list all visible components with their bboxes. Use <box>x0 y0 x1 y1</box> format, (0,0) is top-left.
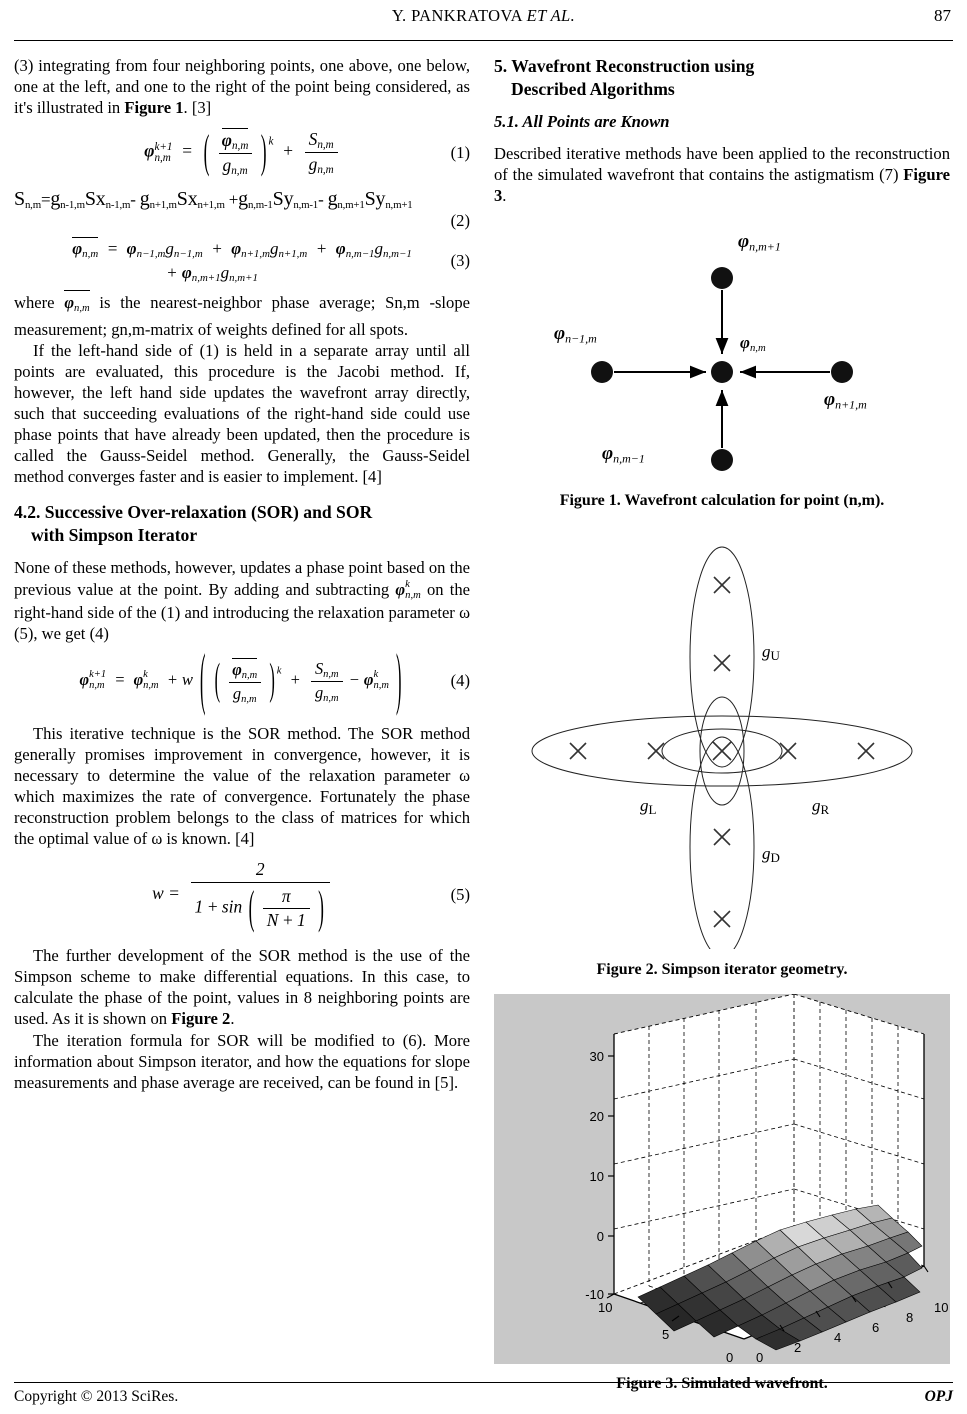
figure-1-label-right: φn+1,m <box>824 389 867 412</box>
phi-k-symbol: φ k n,m <box>395 578 421 601</box>
equation-3-line2: + $\varphi_{n,m+1}g_{n,m+1}$ <box>166 262 258 284</box>
running-head-etal: ET AL. <box>526 6 576 25</box>
heading-4-2-line1: 4.2. Successive Over-relaxation (SOR) and SOR <box>14 502 373 523</box>
paragraph-simpson-scheme-a: The further development of the SOR method is the use of the Simpson scheme to make differential equations. In this case, to calculate the phase of the point, values in 8 neighboring points are used. As it is shown on <box>14 946 470 1029</box>
equation-3 <box>14 237 470 284</box>
y-tick-10: 10 <box>598 1300 613 1316</box>
x-tick-8: 8 <box>906 1310 914 1326</box>
figure3-reference: Figure 3 <box>494 165 950 206</box>
y-tick-5: 5 <box>662 1327 670 1343</box>
z-tick-10: 10 <box>589 1169 604 1185</box>
equation-3-line1: $\varphi_{n,m} = \varphi_{n-1,m}g_{n-1,m} + \varphi_{n+1,m}g_{n+1,m} + \varphi_{n,m-1}g_{n,m-1}$ <box>72 238 412 260</box>
heading-5-line1: 5. Wavefront Reconstruction using <box>494 56 755 76</box>
ellipse-up <box>690 547 754 767</box>
figure-2-label-right: gR <box>812 796 830 818</box>
figure-1-label-bottom: φn,m−1 <box>602 443 645 466</box>
footer-journal: OPJ <box>924 1388 953 1405</box>
x-tick-10: 10 <box>934 1300 949 1316</box>
figure-2-label-left: gL <box>640 796 657 818</box>
where-prefix: where <box>14 292 65 312</box>
heading-4-2-line2: with Simpson Iterator <box>31 525 198 546</box>
figure-2-label-down: gD <box>762 844 780 866</box>
paragraph-jacobi-gauss-seidel: If the left-hand side of (1) is held in a separate array until all points are evaluated, this procedure is the Jacobi method. If, however, the left hand side updates the wavefront array directly, such that succeeding evaluations of the right-hand side could use phase points that have already been updated, then the procedure is called the Gauss-Seidel method. Generally, the Gauss-Seidel method converges faster and is easier to implement. [4] <box>14 340 470 487</box>
paragraph-sor-convergence: This iterative technique is the SOR method. The SOR method generally promises improvement in convergence, however, it is necessary to determine the value of the relaxation parameter ω which maximizes the rate of convergence. Fortunately the phase reconstruction problem belongs to the class of matrices for which the optimal value of ω is known. [4] <box>14 723 470 849</box>
running-head-title <box>14 6 953 26</box>
equation-5-expression: w = 2 1 + sin ( $\frac{\pi}{N + 1}$ ) <box>152 859 332 931</box>
figure-3-plot <box>494 994 950 1364</box>
figure-2-markers <box>570 577 874 927</box>
page-footer <box>14 1382 953 1406</box>
paragraph-applied-methods-a: Described iterative methods have been applied to the reconstruction of the simulated wavefront that contains the astigmatism (7) <box>494 144 950 185</box>
paragraph-applied-methods <box>494 143 950 206</box>
z-tick-20: 20 <box>589 1109 604 1125</box>
x-tick-4: 4 <box>834 1330 842 1346</box>
paragraph-simpson-scheme <box>14 945 470 1029</box>
x-tick-6: 6 <box>872 1320 880 1336</box>
footer-copyright: Copyright © 2013 SciRes. <box>14 1388 179 1405</box>
figure-3 <box>494 994 950 1394</box>
figure-3-surface-chart <box>494 994 950 1364</box>
equation-1-number: (1) <box>450 142 470 162</box>
left-column <box>14 55 470 1394</box>
z-tick-neg10: -10 <box>585 1287 604 1303</box>
page-number: 87 <box>934 6 951 25</box>
equation-4-number: (4) <box>450 671 470 691</box>
equation-2-expression: $S_{n,m}=g_{n-1,m}Sx_{n-1,m}-$ $g_{n+1,m}Sx_{n+1,m} +g_{n,m-1}Sy_{n,m-1}-$ $g_{n,m+1}Sy_{n,m+1}$ <box>14 187 413 211</box>
figure-2-labels <box>640 642 830 865</box>
equation-4 <box>14 637 470 718</box>
x-tick-2: 2 <box>794 1340 802 1356</box>
paragraph-sor-intro-b: on the right-hand side of the (1) and introducing the relaxation parameter ω (5), we get (4) <box>14 579 470 643</box>
figure1-reference: Figure 1 <box>124 98 184 118</box>
heading-5-1: 5.1. All Points are Known <box>494 112 670 131</box>
figure-1-labels <box>494 227 950 479</box>
figure2-reference: Figure 2 <box>171 1009 231 1029</box>
equation-3-number: (3) <box>450 250 470 270</box>
equation-2-number: (2) <box>450 210 470 230</box>
z-tick-30: 30 <box>589 1049 604 1065</box>
figure-1-label-center: φn,m <box>740 333 766 355</box>
y-tick-0: 0 <box>726 1350 734 1365</box>
paragraph-sor-intro <box>14 557 470 643</box>
figure-1-label-left: φn−1,m <box>554 323 597 346</box>
phi-bar-symbol: $\varphi_{n,m}$ <box>64 290 89 319</box>
equation-2 <box>14 188 470 231</box>
z-tick-0: 0 <box>596 1229 604 1245</box>
figure-2 <box>494 529 950 980</box>
where-suffix: is the nearest-neighbor phase average; Sn,m -slope measurement; gn,m-matrix of weights defined for all spots. <box>14 292 470 339</box>
running-head-authors: Y. PANKRATOVA <box>391 6 523 25</box>
figure-2-diagram <box>494 529 950 949</box>
x-tick-0: 0 <box>756 1350 764 1365</box>
paragraph-intro-tail: . [3] <box>183 98 212 118</box>
equation-5-number: (5) <box>450 885 470 905</box>
paragraph-simpson-scheme-tail: . <box>230 1009 235 1029</box>
figure-1 <box>494 224 950 511</box>
figure-2-caption: Figure 2. Simpson iterator geometry. <box>596 961 848 979</box>
figure-3-caption: Figure 3. Simulated wavefront. <box>616 1375 828 1393</box>
equation-5 <box>14 859 470 931</box>
paragraph-where <box>14 290 470 340</box>
ellipse-down <box>690 737 754 949</box>
z-axis-tick-labels <box>585 1049 604 1302</box>
right-column <box>494 55 950 1394</box>
equation-4-expression: φ k+1 n,m = φ k n,m + w ( ( $\frac{\varphi_{n,m}}{g_{n,m}}$ ) $^k$ + $\frac{S_{n,m}}{g_{n,m}}$ − φ k n,m ) <box>79 637 402 718</box>
equation-1 <box>14 123 470 178</box>
two-column-body <box>14 55 953 1394</box>
heading-5-line2: Described Algorithms <box>511 79 675 99</box>
paragraph-applied-methods-tail: . <box>502 186 507 206</box>
z-axis-ticks <box>608 1056 614 1294</box>
figure-1-caption: Figure 1. Wavefront calculation for point (n,m). <box>559 492 885 510</box>
figure-2-label-up: gU <box>762 642 780 664</box>
paragraph-iteration-formula: The iteration formula for SOR will be modified to (6). More information about Simpson iterator, and how the equations for slope measurements and phase average are received, can be found in [5]. <box>14 1030 470 1092</box>
figure-1-label-top: φn,m+1 <box>738 231 781 254</box>
paragraph-intro <box>14 55 470 118</box>
paragraph-intro-text: (3) integrating from four neighboring points, one above, one below, one at the left, and one to the right of the point being considered, as it's illustrated in <box>14 56 470 118</box>
paragraph-sor-intro-a: None of these methods, however, updates a phase point based on the previous value at the point. By adding and subtracting <box>14 558 470 599</box>
equation-1-expression: φ k+1 n,m = ( $\frac{\varphi_{n,m}}{g_{n,m}}$ ) $^k$ + $\frac{S_{n,m}}{g_{n,m}}$ <box>144 128 339 177</box>
running-head <box>14 0 953 41</box>
